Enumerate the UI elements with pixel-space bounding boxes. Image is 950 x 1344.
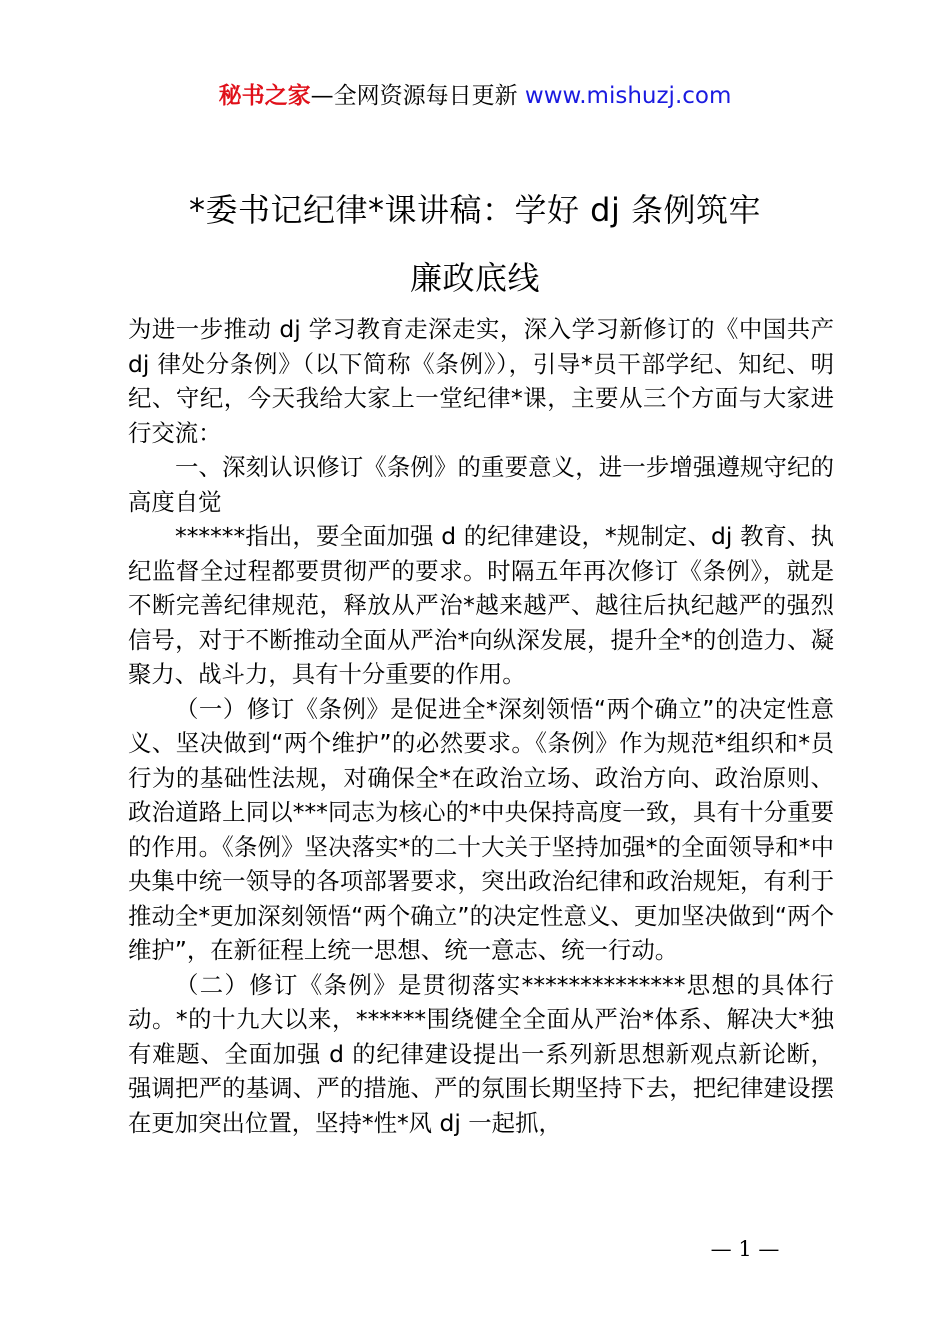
page-number: — 1 — — [710, 1237, 780, 1261]
intro-paragraph: 为进一步推动 dj 学习教育走深走实，深入学习新修订的《中国共产 dj 律处分条例》（以下简称《条例》），引导*员干部学纪、知纪、明纪、守纪，今天我给大家上一堂纪律*课，主要从三个方面与大家进行交流： — [128, 315, 834, 447]
site-url[interactable]: www.mishuzj.com — [524, 83, 732, 109]
document-title-line-1: *委书记纪律*课讲稿：学好 dj 条例筑牢 — [188, 191, 762, 229]
document-body — [128, 312, 834, 1140]
site-banner — [0, 80, 950, 112]
body-paragraph: ******指出，要全面加强 d 的纪律建设，*规制定、dj 教育、执纪监督全过程都要贯彻严的要求。时隔五年再次修订《条例》，就是不断完善纪律规范，释放从严治*越来越严、越往后执纪越严的强烈信号，对于不断推动全面从严治*向纵深发展，提升全*的创造力、凝聚力、战斗力，具有十分重要的作用。 — [128, 522, 834, 688]
section-heading-1: 一、深刻认识修订《条例》的重要意义，进一步增强遵规守纪的高度自觉 — [128, 453, 834, 516]
brand-name: 秘书之家 — [218, 83, 311, 109]
banner-slogan: —全网资源每日更新 — [310, 83, 525, 109]
subsection-paragraph-1: （一）修订《条例》是促进全*深刻领悟“两个确立”的决定性意义、坚决做到“两个维护”的必然要求。《条例》作为规范*组织和*员行为的基础性法规，对确保全*在政治立场、政治方向、政治原则、政治道路上同以***同志为核心的*中央保持高度一致，具有十分重要的作用。《条例》坚决落实*的二十大关于坚持加强*的全面领导和*中央集中统一领导的各项部署要求，突出政治纪律和政治规矩，有利于推动全*更加深刻领悟“两个确立”的决定性意义、更加坚决做到“两个维护”，在新征程上统一思想、统一意志、统一行动。 — [128, 694, 834, 964]
document-title-line-2: 廉政底线 — [409, 259, 540, 297]
subsection-paragraph-2: （二）修订《条例》是贯彻落实**************思想的具体行动。*的十九大以来，******围绕健全全面从严治*体系、解决大*独有难题、全面加强 d 的纪律建设提出一系列新思想新观点新论断，强调把严的基调、严的措施、严的氛围长期坚持下去，把纪律建设摆在更加突出位置，坚持*性*风 dj 一起抓， — [128, 970, 834, 1137]
